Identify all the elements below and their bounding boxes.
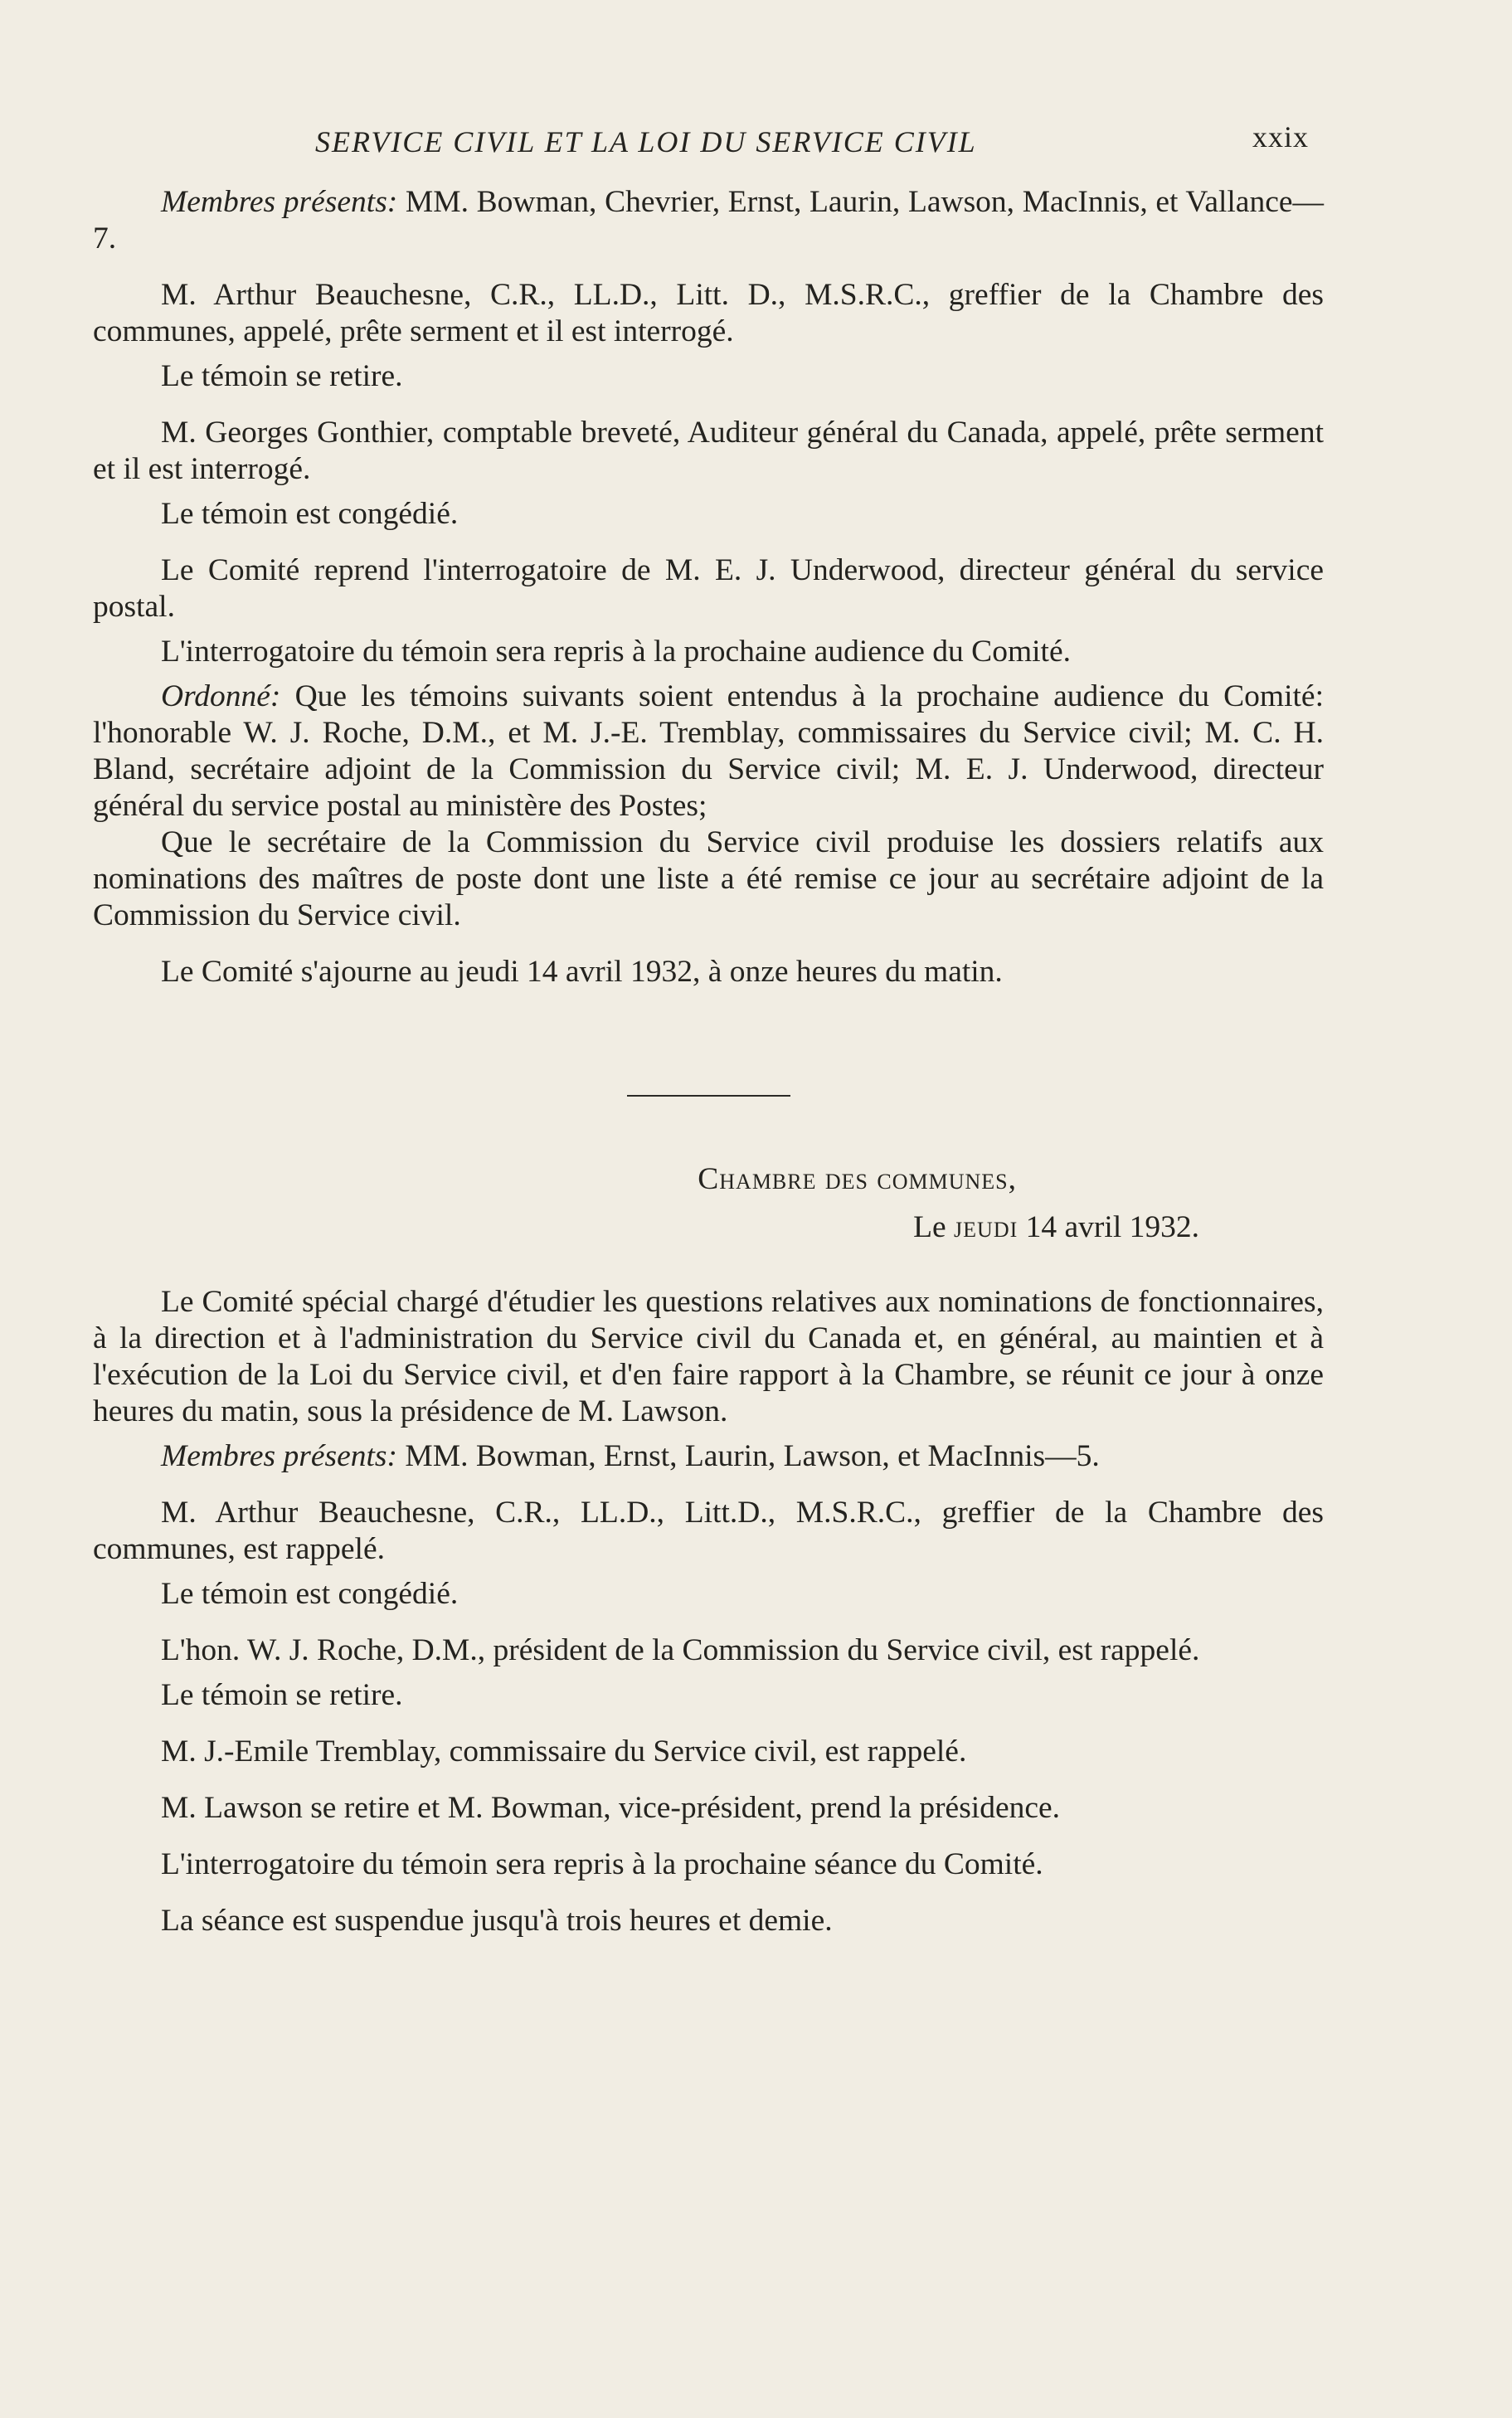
members-present-paragraph xyxy=(93,184,1324,257)
beauchesne-recalled-paragraph: M. Arthur Beauchesne, C.R., LL.D., Litt.D., M.S.R.C., greffier de la Chambre des communes, est rappelé. xyxy=(93,1496,1324,1566)
members-present-label-2: Membres présents: xyxy=(161,1439,398,1473)
suspended-paragraph: La séance est suspendue jusqu'à trois heures et demie. xyxy=(161,1904,833,1938)
tremblay-paragraph: M. J.-Emile Tremblay, commissaire du Service civil, est rappelé. xyxy=(161,1734,967,1768)
examination-resumed-paragraph-2: L'interrogatoire du témoin sera repris à la prochaine séance du Comité. xyxy=(161,1847,1043,1881)
members-present-text-2: MM. Bowman, Ernst, Laurin, Lawson, et MacInnis—5. xyxy=(397,1439,1100,1473)
ordered-text: Que les témoins suivants soient entendus à la prochaine audience du Comité: l'honorable W. J. Roche, D.M., et M. J.-E. Tremblay, commissaires du Service civil; M. C. H. Bland, secrétaire adjoint de la Commission du Service civil; M. E. J. Underwood, directeur général du service postal au ministère des Postes; xyxy=(93,679,1324,823)
roche-paragraph: L'hon. W. J. Roche, D.M., président de la Commission du Service civil, est rappelé. xyxy=(161,1633,1200,1667)
committee-intro-paragraph: Le Comité spécial chargé d'étudier les questions relatives aux nominations de fonctionnaires, à la direction et à l'administration du Service civil du Canada et, en général, au maintien et à l'exécution de la Loi du Service civil, et d'en faire rapport à la Chambre, se réunit ce jour à onze heures du matin, sous la présidence de M. Lawson. xyxy=(93,1285,1324,1428)
underwood-paragraph: Le Comité reprend l'interrogatoire de M. E. J. Underwood, directeur général du service postal. xyxy=(93,553,1324,624)
members-present-label: Membres présents: xyxy=(161,185,398,219)
ordered-label: Ordonné: xyxy=(161,679,281,713)
ordered-paragraph xyxy=(93,679,1324,825)
examination-resumed-paragraph: L'interrogatoire du témoin sera repris à la prochaine audience du Comité. xyxy=(161,635,1071,669)
place-heading: Chambre des communes, xyxy=(698,1162,1017,1196)
date-rest: 14 avril 1932. xyxy=(1018,1210,1199,1244)
section-divider xyxy=(627,1095,790,1097)
members-present-text: MM. Bowman, Chevrier, Ernst, Laurin, Lawson, MacInnis, et Vallance—7. xyxy=(93,185,1324,255)
beauchesne-paragraph: M. Arthur Beauchesne, C.R., LL.D., Litt. D., M.S.R.C., greffier de la Chambre des communes, appelé, prête serment et il est interrogé. xyxy=(93,278,1324,348)
witness-retires-paragraph: Le témoin se retire. xyxy=(161,359,403,393)
page-body xyxy=(93,184,1324,1939)
date-day: jeudi xyxy=(954,1210,1019,1244)
running-title: SERVICE CIVIL ET LA LOI DU SERVICE CIVIL xyxy=(315,125,977,158)
members-present-paragraph-2 xyxy=(93,1438,1324,1475)
dossiers-paragraph: Que le secrétaire de la Commission du Service civil produise les dossiers relatifs aux nominations des maîtres de poste dont une liste a été remise ce jour au secrétaire adjoint de la Commission du Service civil. xyxy=(93,825,1324,932)
gonthier-paragraph: M. Georges Gonthier, comptable breveté, Auditeur général du Canada, appelé, prête serment et il est interrogé. xyxy=(93,416,1324,486)
witness-retires-paragraph-2: Le témoin se retire. xyxy=(161,1678,403,1712)
date-heading xyxy=(93,1209,1324,1246)
witness-dismissed-paragraph-2: Le témoin est congédié. xyxy=(161,1577,459,1611)
lawson-paragraph: M. Lawson se retire et M. Bowman, vice-président, prend la présidence. xyxy=(161,1791,1061,1825)
adjournment-paragraph: Le Comité s'ajourne au jeudi 14 avril 1932, à onze heures du matin. xyxy=(161,955,1003,989)
page-number: xxix xyxy=(1252,120,1310,153)
witness-dismissed-paragraph: Le témoin est congédié. xyxy=(161,497,459,531)
date-prefix: Le xyxy=(913,1210,955,1244)
